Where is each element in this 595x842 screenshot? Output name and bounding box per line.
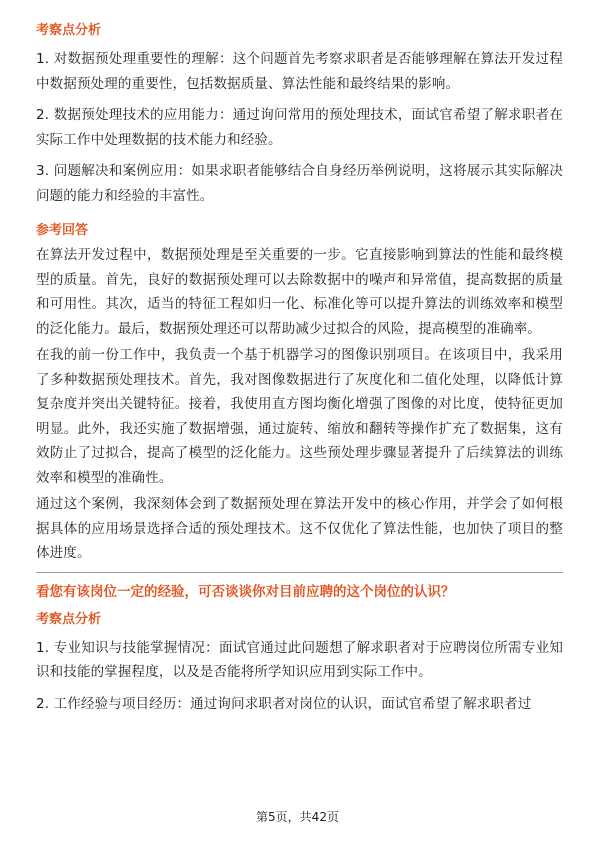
page-number-footer: 第5页，共42页	[256, 810, 339, 824]
analysis-item-3: 3. 问题解决和案例应用：如果求职者能够结合自身经历举例说明，这将展示其实际解决问题的能力和经验的丰富性。	[36, 163, 563, 204]
question-title: 看您有该岗位一定的经验，可否谈谈你对目前应聘的这个岗位的认识？	[36, 583, 455, 600]
section-divider	[36, 572, 563, 573]
analysis-item-1: 1. 对数据预处理重要性的理解：这个问题首先考察求职者是否能够理解在算法开发过程中数据预处理的重要性，包括数据质量、算法性能和最终结果的影响。	[36, 51, 563, 92]
answer-paragraph-3: 通过这个案例，我深刻体会到了数据预处理在算法开发中的核心作用，并学会了如何根据具体的应用场景选择合适的预处理技术。这不仅优化了算法性能，也加快了项目的整体进度。	[36, 496, 563, 561]
document-page	[36, 22, 563, 716]
section-heading-answer: 参考回答	[36, 223, 89, 238]
section-heading-analysis: 考察点分析	[36, 23, 102, 38]
section-heading-analysis-2: 考察点分析	[36, 611, 102, 627]
analysis2-item-1: 1. 专业知识与技能掌握情况：面试官通过此问题想了解求职者对于应聘岗位所需专业知识和技能的掌握程度，以及是否能将所学知识应用到实际工作中。	[36, 639, 563, 680]
analysis2-item-2: 2. 工作经验与项目经历：通过询问求职者对岗位的认识，面试官希望了解求职者过	[36, 695, 532, 712]
answer-paragraph-1: 在算法开发过程中，数据预处理是至关重要的一步。它直接影响到算法的性能和最终模型的质量。首先，良好的数据预处理可以去除数据中的噪声和异常值，提高数据的质量和可用性。其次，适当的特征工程如归一化、标准化等可以提升算法的训练效率和模型的泛化能力。最后，数据预处理还可以帮助减少过拟合的风险，提高模型的准确率。	[36, 247, 563, 337]
analysis-item-2: 2. 数据预处理技术的应用能力：通过询问常用的预处理技术，面试官希望了解求职者在实际工作中处理数据的技术能力和经验。	[36, 107, 563, 148]
answer-paragraph-2: 在我的前一份工作中，我负责一个基于机器学习的图像识别项目。在该项目中，我采用了多种数据预处理技术。首先，我对图像数据进行了灰度化和二值化处理，以降低计算复杂度并突出关键特征。接着，我使用直方图均衡化增强了图像的对比度，使特征更加明显。此外，我还实施了数据增强，通过旋转、缩放和翻转等操作扩充了数据集，这有效防止了过拟合，提高了模型的泛化能力。这些预处理步骤显著提升了后续算法的训练效率和模型的准确性。	[36, 347, 563, 486]
